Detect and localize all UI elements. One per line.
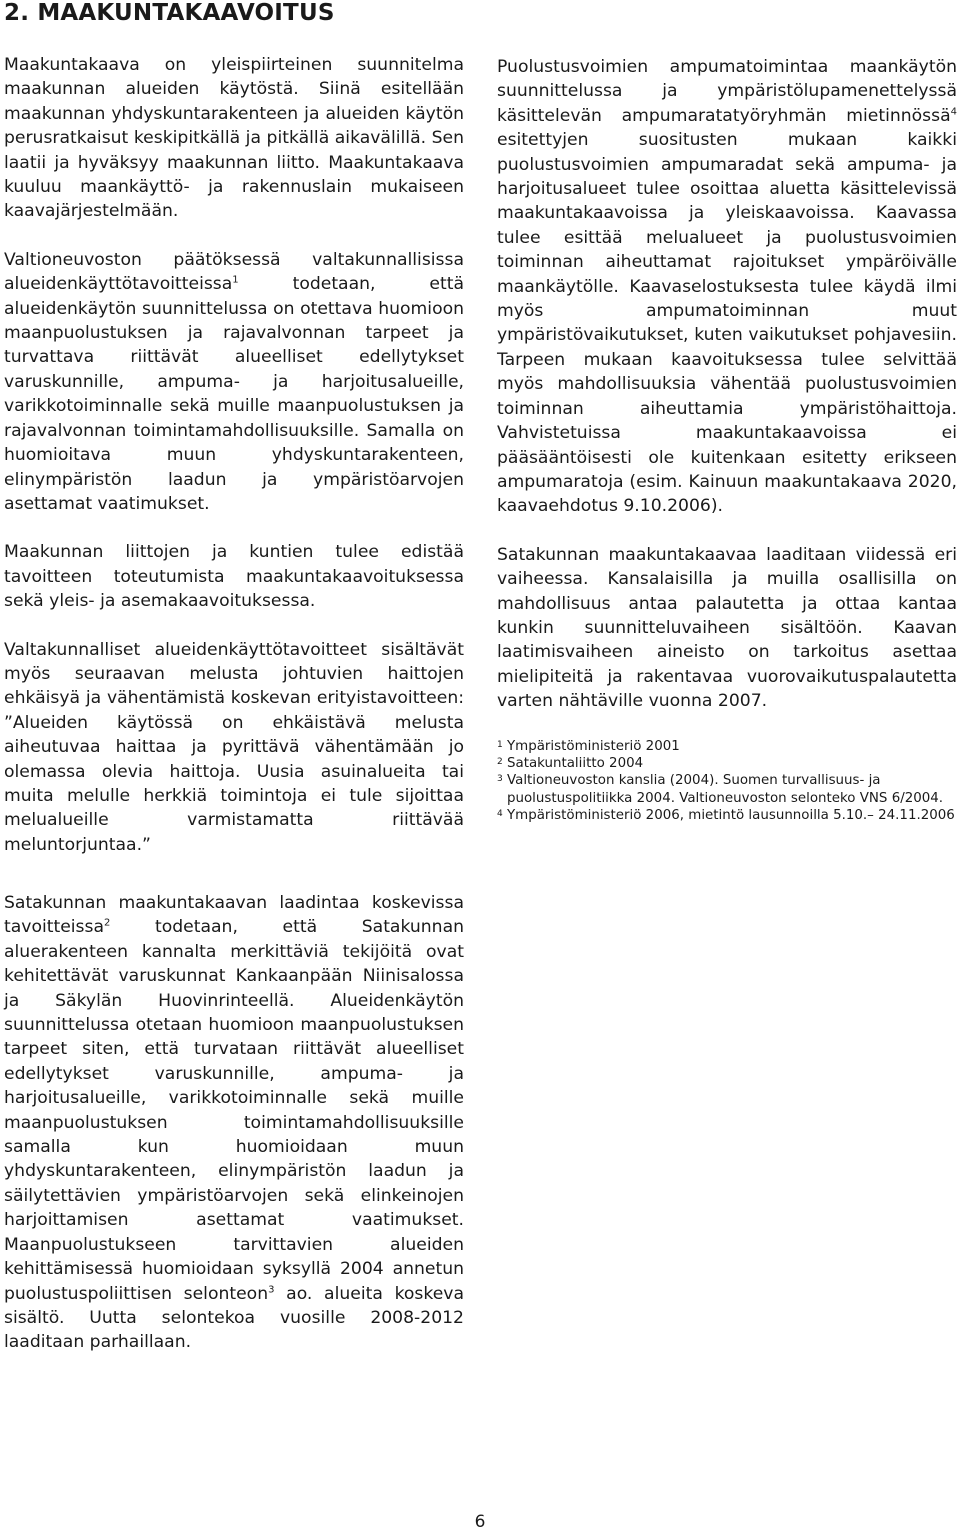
paragraph-maakunnan-liitot: Maakunnan liittojen ja kuntien tulee edistää tavoitteen toteutumista maakuntakaavoituksessa sekä yleis- ja asemakaavoituksessa. (4, 542, 464, 612)
footnote-reference: 1 (232, 274, 239, 286)
section-heading: 2. MAAKUNTAKAAVOITUS (4, 0, 335, 26)
paragraph-text: esitettyjen suositusten mukaan kaikki puolustusvoimien ampumaradat sekä ampuma- ja harjoitusalueet tulee osoittaa aluetta käsittelevissä maakuntakaavoissa ja yleiskaavoissa. Kaavassa tulee esittää melualueet ja puolustusvoimien toiminnan aiheuttamat rajoitukset ympäröivälle maankäytölle. Kaavaselostuksesta tulee käydä ilmi myös ampumatoiminnan muut ympäristövaikutukset, kuten vaikutukset pohjavesiin. Tarpeen mukaan kaavoituksessa tulee selvittää myös mahdollisuuksia vähentää puolustusvoimien toiminnan aiheuttamia ympäristöhaittoja. Vahvistetuissa maakuntakaavoissa ei pääsääntöisesti ole kuitenkaan esitetty erikseen ampumaratoja (esim. Kainuun maakuntakaava 2020, kaavaehdotus 9.10.2006). (497, 130, 957, 517)
footnotes (497, 738, 957, 825)
left-column (4, 53, 464, 857)
footnote-item (497, 772, 957, 807)
footnote-number: 4 (497, 809, 503, 820)
footnote-text: Ympäristöministeriö 2001 (507, 738, 680, 754)
footnote-reference: 4 (950, 106, 957, 118)
paragraph-text: Satakunnan maakuntakaavan laadintaa koskevissa tavoitteissa (4, 893, 464, 938)
paragraph-melu-erityistavoite: Valtakunnalliset alueidenkäyttötavoitteet sisältävät myös seuraavan melusta johtuvien haittojen ehkäisyä ja vähentämistä koskevan erityistavoitteen: ”Alueiden käytössä on ehkäistävä melusta aiheutuvaa haittaa ja pyrittävä vähentämään jo olemassa olevia haittoja. Uusia asuinalueita tai muita melulle herkkiä toimintoja ei tule sijoittaa melualueille varmistamatta riittävää meluntorjuntaa.” (4, 639, 464, 855)
footnote-item (497, 755, 957, 772)
footnote-text: Satakuntaliitto 2004 (507, 755, 644, 771)
paragraph-ampumaratatyoryhma (497, 55, 957, 519)
page-number: 6 (474, 1512, 486, 1532)
paragraph-maakuntakaava-definition: Maakuntakaava on yleispiirteinen suunnitelma maakunnan alueiden käytöstä. Siinä esitellään maakunnan yhdyskuntarakenteen ja alueiden käytön perusratkaisut keskipitkällä ja pitkällä aikavälillä. Sen laatii ja hyväksyy maakunnan liitto. Maakuntakaava kuuluu maankäyttö- ja rakennuslain mukaiseen kaavajärjestelmään. (4, 55, 464, 222)
paragraph-text: ao. alueita koskeva sisältö. Uutta selontekoa vuosille 2008-2012 laaditaan parhaillaan. (4, 1283, 464, 1353)
footnote-text: Valtioneuvoston kanslia (2004). Suomen turvallisuus- ja puolustuspolitiikka 2004. Valtioneuvoston selonteko VNS 6/2004. (507, 773, 944, 806)
paragraph-satakunnan-vaiheet: Satakunnan maakuntakaavaa laaditaan viidessä eri vaiheessa. Kansalaisilla ja muilla osallisilla on mahdollisuus antaa palautetta ja ottaa kantaa kunkin suunnitteluvaiheen sisältöön. Kaavan laatimisvaiheen aineisto on tarkoitus asettaa mielipiteitä ja rakentavaa vuorovaikutuspalautetta varten nähtäville vuonna 2007. (497, 544, 957, 712)
paragraph-text: Valtioneuvoston päätöksessä valtakunnallisissa alueidenkäyttötavoitteissa (4, 249, 464, 295)
footnote-reference: 2 (104, 917, 111, 929)
footnote-number: 3 (497, 774, 503, 785)
paragraph-text: todetaan, että alueidenkäytön suunnittelussa on otettava huomioon maanpuolustuksen ja rajavalvonnan tarpeet ja turvattava riittävät alueelliset edellytykset varuskunnille, ampuma- ja harjoitusalueille, varikkotoiminnalle sekä muille maanpuolustuksen ja rajavalvonnan toimintamahdollisuuksille. Samalla on huomioitava muun yhdyskuntarakenteen, elinympäristön laadun ja ympäristöarvojen asettamat vaatimukset. (4, 274, 464, 514)
paragraph-text: todetaan, että Satakunnan aluerakenteen kannalta merkittäviä tekijöitä ovat kehitettävät varuskunnat Kankaanpään Niinisalossa ja Säkylän Huovinrinteellä. Alueidenkäytön suunnittelussa otetaan huomioon maanpuolustuksen tarpeet siten, että turvataan riittävät alueelliset edellytykset varuskunnille, ampuma- ja harjoitusalueille, varikkotoiminnalle sekä muille maanpuolustuksen toimintamahdollisuuksille samalla kun huomioidaan muun yhdyskuntarakenteen, elinympäristön laadun ja säilytettävien ympäristöarvojen sekä elinkeinojen harjoittamisen asettamat vaatimukset. Maanpuolustukseen tarvittavien alueiden kehittämisessä huomioidaan syksyllä 2004 annetun puolustuspoliittisen selonteon (4, 917, 464, 1304)
right-column (497, 55, 957, 825)
footnote-number: 2 (497, 756, 503, 767)
footnote-item (497, 807, 957, 824)
paragraph-text: Puolustusvoimien ampumatoimintaa maankäytön suunnittelussa ja ympäristölupamenettelyssä käsittelevän ampumaratatyöryhmän mietinnössä (497, 57, 957, 126)
paragraph-valtioneuvoston-paatos (4, 248, 464, 516)
paragraph-satakunnan-tavoitteet (4, 891, 464, 1355)
footnote-text: Ympäristöministeriö 2006, mietintö lausunnoilla 5.10.– 24.11.2006 (507, 808, 955, 824)
footnote-reference: 3 (268, 1283, 275, 1295)
bottom-left-column (4, 891, 464, 1355)
footnote-item (497, 738, 957, 755)
footnote-number: 1 (497, 739, 503, 750)
